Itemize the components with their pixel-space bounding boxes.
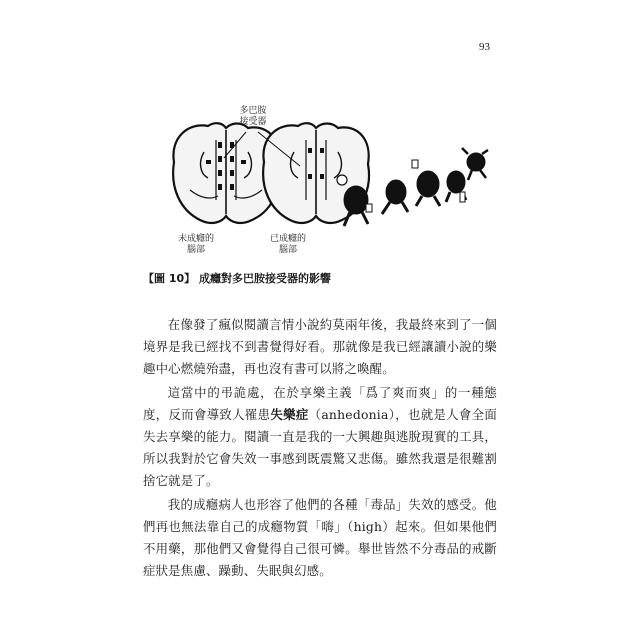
paragraph-2: [143, 382, 497, 493]
paragraph-1: 在像發了瘋似閱讀言情小說約莫兩年後，我最終來到了一個境界是我已經找不到書覺得好看。那就像是我已經讓讀小說的樂趣中心燃燒殆盡，再也沒有書可以將之喚醒。: [143, 317, 497, 377]
paragraph-2-term: 失樂症: [270, 406, 309, 422]
caption-number: 【圖 10】: [143, 272, 196, 285]
receptor-label-line1: 多巴胺: [239, 106, 267, 116]
paragraph-3: 我的成癮病人也形容了他們的各種「毒品」失效的感受。他們再也無法靠自己的成癮物質「嗨」（high）起來。但如果他們不用藥，那他們又會覺得自己很可憐。舉世皆然不分毒品的戒斷症狀是焦慮、躁動、失眠與幻感。: [143, 496, 497, 579]
brain-before-label-line2: 腦部: [186, 245, 205, 255]
brain-before-label-line1: 未成癮的: [177, 234, 214, 244]
receptor-label-line2: 接受器: [239, 117, 267, 127]
caption-text: 成癮對多巴胺接受器的影響: [198, 272, 331, 285]
paragraph-2-end: （anhedonia），也就是人會全面失去享樂的能力。閱讀一直是我的一大興趣與逃脫現實的工具，所以我對於它會失效一事感到既震驚又悲傷。雖然我還是很難割捨它就是了。: [143, 406, 497, 489]
brain-after-label-line1: 已成癮的: [269, 234, 306, 244]
brain-after-label: [266, 234, 310, 256]
body-text: [143, 314, 497, 582]
receptor-label: [233, 106, 273, 128]
brain-after-label-line2: 腦部: [278, 245, 297, 255]
figure-dopamine-receptors: [160, 100, 500, 260]
brain-before-label: [174, 234, 218, 256]
paragraph-2-start: 這當中的弔詭處，在於享樂主義「爲了爽而爽」的一種態度，反而會導致人罹患: [143, 384, 497, 422]
page-number: 93: [479, 41, 490, 53]
figure-caption: [143, 270, 331, 286]
